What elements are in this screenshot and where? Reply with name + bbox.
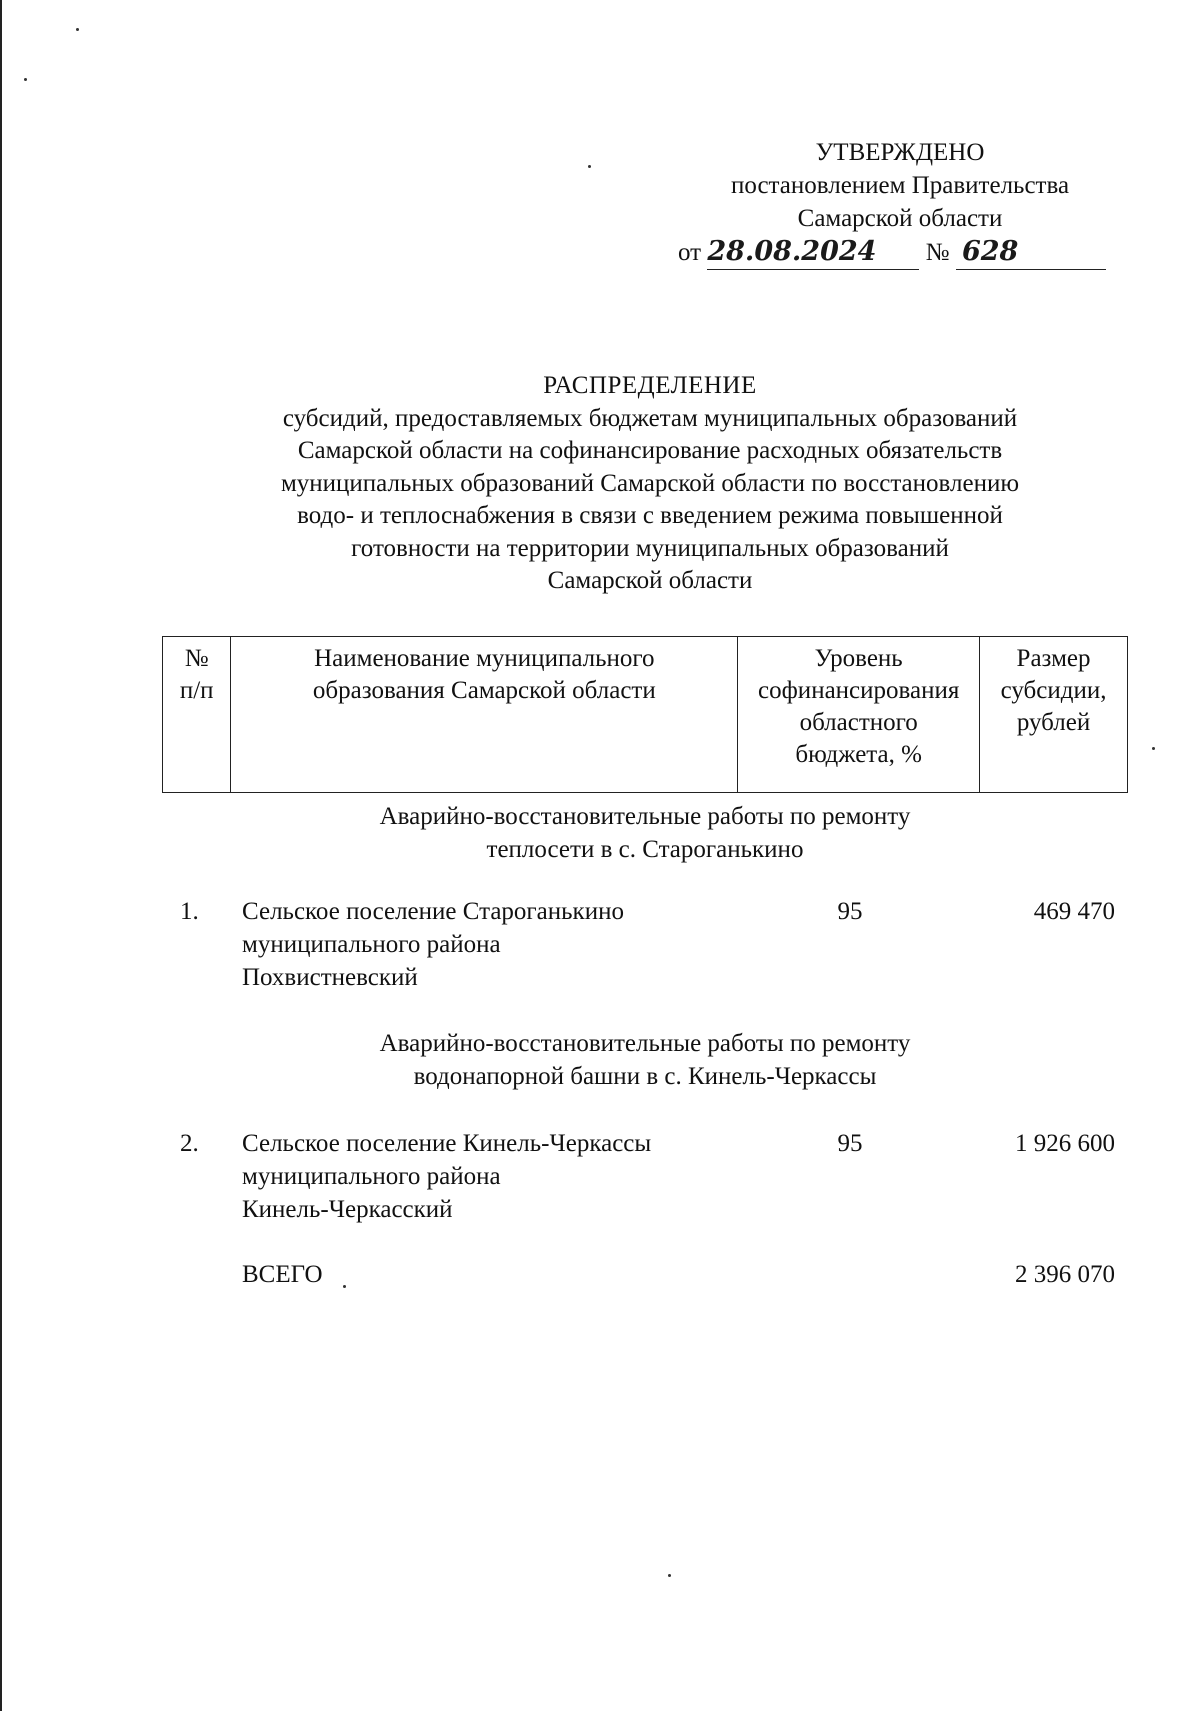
- document-title-block: [190, 370, 1110, 598]
- header-text: Уровень: [814, 645, 903, 672]
- row-amount: 469 470: [1033, 898, 1115, 925]
- subtitle-line: водо- и теплоснабжения в связи с введением режима повышенной: [297, 502, 1003, 529]
- scan-speck: [76, 28, 79, 31]
- header-text: №: [184, 645, 209, 672]
- row-name-line: Кинель-Черкасский: [242, 1196, 453, 1223]
- header-text: Размер: [1016, 645, 1091, 672]
- row-number: 1.: [180, 898, 199, 925]
- subtitle-line: муниципальных образований Самарской области по восстановлению: [280, 469, 1020, 497]
- total-amount: 2 396 070: [1015, 1261, 1115, 1288]
- approval-line-1: постановлением Правительства: [730, 172, 1070, 199]
- approval-block: [678, 136, 1100, 267]
- header-text: образования Самарской области: [312, 677, 656, 704]
- section-title: [300, 800, 990, 866]
- scan-speck: [588, 165, 591, 168]
- row-level: 95: [837, 898, 863, 925]
- header-text: п/п: [179, 677, 214, 704]
- scan-edge: [0, 0, 2, 1711]
- row-name-line: Сельское поселение Староганькино: [242, 898, 624, 925]
- header-text: рублей: [1016, 709, 1091, 736]
- handwritten-date: 28.08.2024: [707, 236, 877, 267]
- table-header: [162, 636, 1128, 793]
- section-title-line: теплосети в с. Староганькино: [486, 836, 804, 863]
- approval-date-number: [678, 235, 1118, 271]
- header-cell-name: [231, 637, 738, 793]
- section-title-line: Аварийно-восстановительные работы по ремонту: [379, 1030, 911, 1057]
- number-sign: №: [925, 239, 950, 266]
- row-name-line: Сельское поселение Кинель-Черкассы: [242, 1130, 652, 1157]
- header-text: Наименование муниципального: [314, 645, 655, 672]
- total-label: ВСЕГО: [242, 1261, 323, 1288]
- row-number: 2.: [180, 1130, 199, 1157]
- header-cell-amount: [980, 637, 1128, 793]
- header-cell-num: [163, 637, 231, 793]
- row-name-line: муниципального района: [242, 1163, 501, 1190]
- row-name-line: Похвистневский: [242, 964, 418, 991]
- scan-speck: [24, 78, 27, 81]
- number-field: [956, 235, 1106, 270]
- row-name: [242, 1127, 722, 1226]
- date-prefix: от: [678, 239, 702, 266]
- header-text: софинансирования: [758, 677, 960, 704]
- scan-speck: [343, 1285, 346, 1288]
- row-name: [242, 895, 722, 994]
- approval-line-2: Самарской области: [797, 205, 1003, 232]
- scan-speck: [668, 1574, 671, 1577]
- handwritten-number: 628: [961, 236, 1019, 267]
- row-name-line: муниципального района: [242, 931, 501, 958]
- subtitle-line: Самарской области на софинансирование расходных обязательств: [297, 437, 1003, 464]
- subtitle-line: готовности на территории муниципальных образований: [351, 534, 949, 562]
- date-field: [707, 235, 919, 270]
- row-amount: 1 926 600: [1015, 1130, 1115, 1157]
- approval-title: УТВЕРЖДЕНО: [815, 139, 985, 166]
- header-cell-level: [738, 637, 980, 793]
- section-title-line: Аварийно-восстановительные работы по ремонту: [379, 803, 911, 830]
- subtitle-line: субсидий, предоставляемых бюджетам муниципальных образований: [282, 404, 1018, 432]
- subtitle-line: Самарской области: [547, 567, 753, 594]
- scan-speck: [1152, 747, 1155, 750]
- header-text: субсидии,: [1000, 677, 1107, 704]
- row-level: 95: [837, 1130, 863, 1157]
- document-heading: РАСПРЕДЕЛЕНИЕ: [543, 372, 757, 399]
- header-text: областного: [799, 709, 918, 736]
- section-title-line: водонапорной башни в с. Кинель-Черкассы: [413, 1063, 877, 1090]
- section-title: [300, 1027, 990, 1093]
- header-text: бюджета, %: [795, 741, 922, 768]
